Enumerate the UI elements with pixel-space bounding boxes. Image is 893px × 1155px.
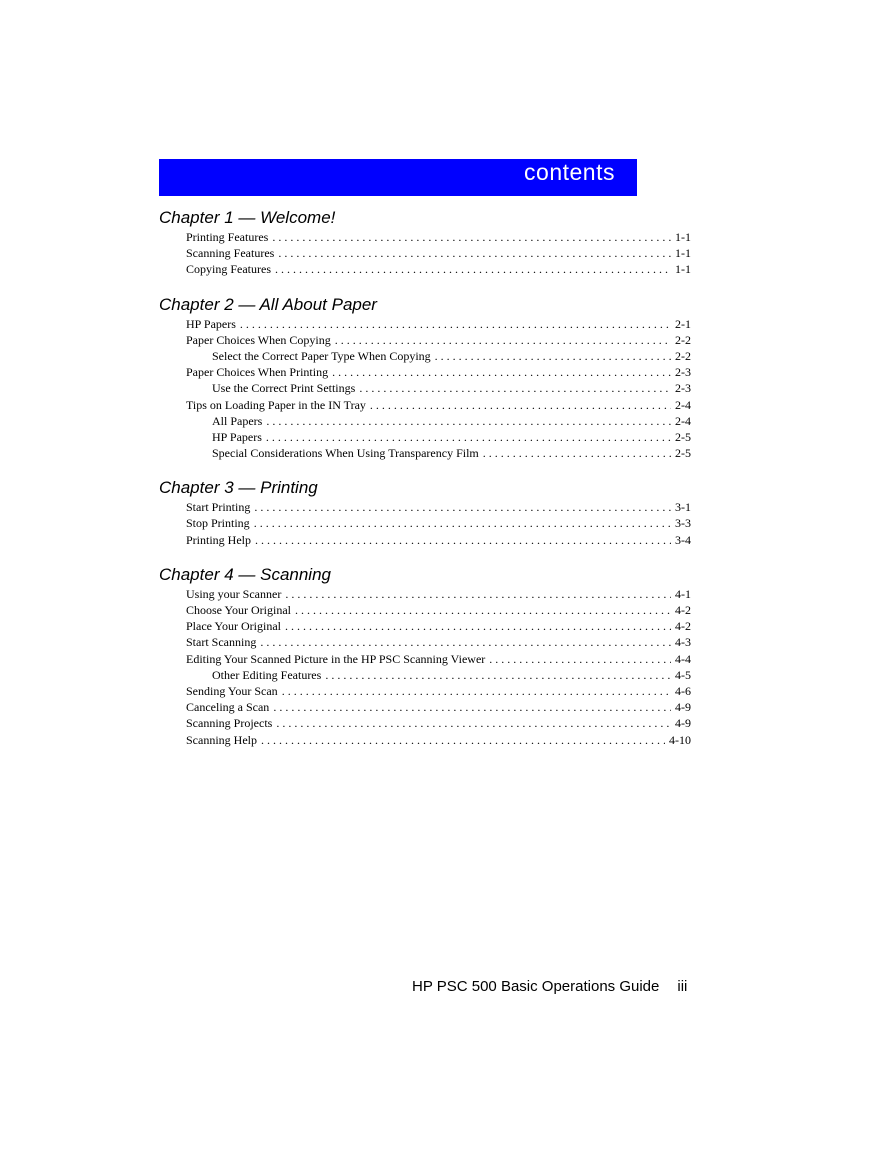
entry-page-number: 1-1 <box>675 230 691 244</box>
table-of-contents <box>159 204 691 748</box>
entry-title: Paper Choices When Copying <box>186 332 331 347</box>
entry-title: Using your Scanner <box>186 586 282 601</box>
chapter-title: Chapter 2 — All About Paper <box>159 294 377 314</box>
dot-leader <box>282 683 671 699</box>
entry-page-number: 4-10 <box>669 732 691 747</box>
toc-subentry[interactable] <box>159 348 691 364</box>
entry-title: Scanning Features <box>186 246 275 261</box>
dot-leader <box>483 445 671 461</box>
toc-entry[interactable] <box>159 245 691 261</box>
toc-entry[interactable] <box>159 532 691 548</box>
toc-subentry[interactable] <box>159 429 691 445</box>
entry-title: Printing Help <box>186 532 251 547</box>
toc-entry[interactable] <box>159 699 691 715</box>
entry-title: HP Papers <box>186 316 236 331</box>
entry-page-number: 2-4 <box>675 397 691 412</box>
chapter-section <box>159 561 691 748</box>
entry-page-number: 2-5 <box>675 446 691 461</box>
entry-page-number: 2-2 <box>675 332 691 347</box>
toc-entry[interactable] <box>159 515 691 531</box>
toc-entry[interactable] <box>159 316 691 332</box>
toc-entry[interactable] <box>159 499 691 515</box>
entry-page-number: 4-3 <box>675 635 691 650</box>
entry-title: Place Your Original <box>186 619 281 634</box>
entry-page-number: 4-9 <box>675 716 691 731</box>
dot-leader <box>278 245 671 261</box>
entry-title: Use the Correct Print Settings <box>212 381 356 396</box>
chapter-title: Chapter 4 — Scanning <box>159 564 331 584</box>
entry-page-number: 4-9 <box>675 700 691 715</box>
entry-title: Scanning Help <box>186 732 257 747</box>
entry-page-number: 3-3 <box>675 516 691 531</box>
dot-leader <box>325 667 671 683</box>
dot-leader <box>295 602 671 618</box>
entry-page-number: 2-2 <box>675 348 691 363</box>
toc-entry[interactable] <box>159 732 691 748</box>
chapter-title: Chapter 1 — Welcome! <box>159 208 336 227</box>
dot-leader <box>285 618 671 634</box>
entry-title: All Papers <box>212 413 263 428</box>
dot-leader <box>275 261 671 277</box>
entry-page-number: 4-4 <box>675 651 691 666</box>
entry-page-number: 1-1 <box>675 246 691 261</box>
entry-page-number: 4-1 <box>675 586 691 601</box>
entry-title: Stop Printing <box>186 516 250 531</box>
entry-page-number: 2-1 <box>675 316 691 331</box>
entry-title: Special Considerations When Using Transparency Film <box>212 446 479 461</box>
entry-title: Other Editing Features <box>212 667 322 682</box>
entry-page-number: 2-3 <box>675 381 691 396</box>
entry-page-number: 3-1 <box>675 500 691 515</box>
toc-subentry[interactable] <box>159 380 691 396</box>
dot-leader <box>260 634 671 650</box>
toc-entry[interactable] <box>159 683 691 699</box>
entry-title: Editing Your Scanned Picture in the HP PSC Scanning Viewer <box>186 651 486 666</box>
dot-leader <box>266 429 671 445</box>
toc-entry[interactable] <box>159 618 691 634</box>
toc-entry[interactable] <box>159 586 691 602</box>
dot-leader <box>261 732 665 748</box>
toc-entry[interactable] <box>159 602 691 618</box>
toc-entry[interactable] <box>159 364 691 380</box>
page-footer <box>412 977 687 997</box>
dot-leader <box>255 532 671 548</box>
dot-leader <box>254 515 671 531</box>
entry-title: Start Scanning <box>186 635 257 650</box>
toc-entry[interactable] <box>159 332 691 348</box>
entry-page-number: 4-5 <box>675 667 691 682</box>
entry-title: Printing Features <box>186 230 269 244</box>
toc-entry[interactable] <box>159 634 691 650</box>
dot-leader <box>332 364 671 380</box>
entry-title: Scanning Projects <box>186 716 273 731</box>
dot-leader <box>359 380 671 396</box>
page-number: iii <box>677 978 688 995</box>
entry-title: Choose Your Original <box>186 603 292 617</box>
entry-page-number: 3-4 <box>675 532 691 547</box>
chapter-section <box>159 204 691 278</box>
entry-page-number: 4-6 <box>675 683 691 698</box>
dot-leader <box>489 651 671 667</box>
dot-leader <box>276 715 671 731</box>
chapter-section <box>159 474 691 548</box>
chapter-title: Chapter 3 — Printing <box>159 478 318 498</box>
entry-page-number: 4-2 <box>675 603 691 617</box>
dot-leader <box>272 229 671 245</box>
entry-title: Tips on Loading Paper in the IN Tray <box>186 397 366 412</box>
toc-entry[interactable] <box>159 261 691 277</box>
entry-title: HP Papers <box>212 429 262 444</box>
entry-title: Paper Choices When Printing <box>186 365 329 380</box>
contents-banner <box>159 159 637 196</box>
dot-leader <box>273 699 671 715</box>
toc-entry[interactable] <box>159 651 691 667</box>
toc-subentry[interactable] <box>159 445 691 461</box>
entry-page-number: 2-5 <box>675 429 691 444</box>
entry-title: Copying Features <box>186 262 271 277</box>
toc-entry[interactable] <box>159 397 691 413</box>
entry-title: Select the Correct Paper Type When Copying <box>212 348 431 363</box>
dot-leader <box>266 413 671 429</box>
entry-title: Start Printing <box>186 500 251 515</box>
toc-entry[interactable] <box>159 715 691 731</box>
contents-title: contents <box>524 159 615 185</box>
dot-leader <box>240 316 671 332</box>
entry-page-number: 4-2 <box>675 619 691 634</box>
dot-leader <box>285 586 671 602</box>
toc-entry[interactable] <box>159 229 691 245</box>
dot-leader <box>335 332 671 348</box>
entry-page-number: 2-4 <box>675 413 691 428</box>
dot-leader <box>254 499 671 515</box>
toc-subentry[interactable] <box>159 413 691 429</box>
entry-title: Canceling a Scan <box>186 700 270 715</box>
guide-title: HP PSC 500 Basic Operations Guide <box>412 978 660 995</box>
entry-title: Sending Your Scan <box>186 683 278 698</box>
chapter-section <box>159 291 691 462</box>
dot-leader <box>370 397 671 413</box>
entry-page-number: 1-1 <box>675 262 691 277</box>
entry-page-number: 2-3 <box>675 365 691 380</box>
dot-leader <box>435 348 671 364</box>
toc-subentry[interactable] <box>159 667 691 683</box>
